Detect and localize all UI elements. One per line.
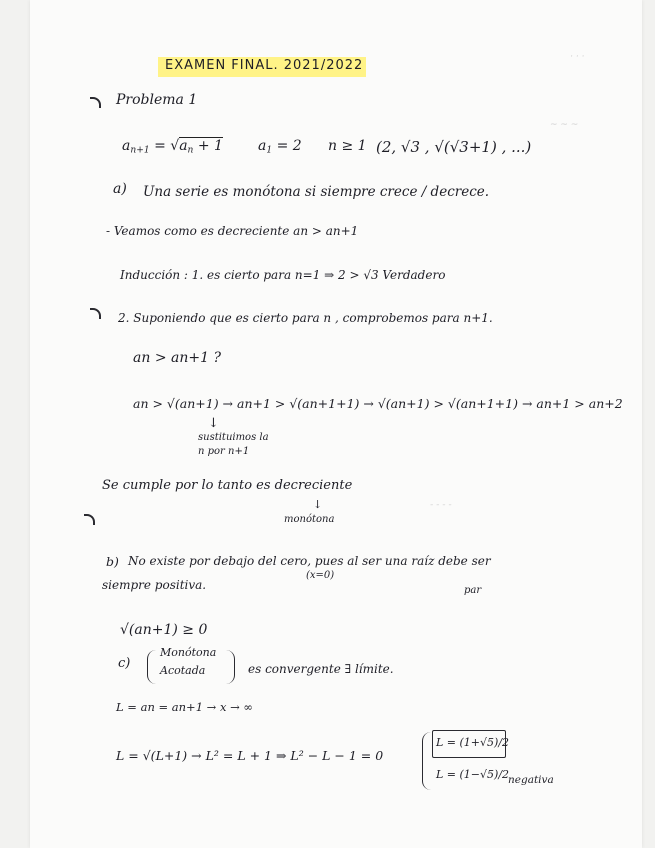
bleed-through: ~ ~ ~ [550,120,579,130]
monotone-note: monótona [284,514,335,525]
induction-base: Inducción : 1. es cierto para n=1 ⇒ 2 > √3 Verdadero [120,268,446,282]
left-brace [147,650,156,684]
induction-question: an > an+1 ? [133,350,221,366]
decreasing-claim: - Veamos como es decreciente an > an+1 [106,224,359,238]
substitution-note: sustituimos la [198,432,269,443]
bounded-explanation: No existe por debajo del cero, pues al ser una raíz debe ser [128,554,491,568]
problem-heading: Problema 1 [116,92,198,108]
part-c-label: c) [118,656,131,671]
negative-note: negativa [508,774,554,786]
limit-definition: L = an = an+1 → x → ∞ [116,700,253,714]
index-condition: n ≥ 1 [328,138,367,154]
bounded-word: Acotada [160,664,206,677]
bullet-icon [84,514,95,525]
bleed-through: - - - - [430,500,452,510]
convergence-claim: es convergente ∃ límite. [248,662,394,676]
initial-term: $a_1 = 2$ [258,138,302,156]
negative-root: L = (1−√5)/2 [436,768,510,781]
x-zero-note: (x=0) [306,570,335,581]
bullet-icon [90,308,101,319]
implication-chain: an > √(an+1) → an+1 > √(an+1+1) → √(an+1) > √(an+1+1) → an+1 > an+2 [133,396,623,411]
par-note: par [464,585,482,596]
decreasing-conclusion: Se cumple por lo tanto es decreciente [102,478,353,493]
sequence-terms: (2, √3 , √(√3+1) , ...) [376,138,532,156]
part-a-label: a) [113,181,127,197]
down-arrow: ↓ [313,498,323,511]
page-title: EXAMEN FINAL. 2021/2022 [165,58,364,73]
part-b-label: b) [106,554,119,569]
bleed-through: · · · [570,52,585,62]
induction-step: 2. Suponiendo que es cierto para n , comprobemos para n+1. [118,311,493,325]
exam-sheet [30,0,642,848]
right-brace [226,650,235,684]
non-negative-ineq: √(an+1) ≥ 0 [120,622,208,638]
bounded-explanation-2: siempre positiva. [102,578,207,592]
substitution-note-2: n por n+1 [198,446,250,457]
monotone-definition: Una serie es monótona si siempre crece / decrece. [143,184,490,200]
limit-equation: L = √(L+1) → L² = L + 1 ⇒ L² − L − 1 = 0 [116,748,384,763]
roots-brace [422,732,431,790]
down-arrow: ↓ [208,416,219,431]
positive-root: L = (1+√5)/2 [436,736,510,749]
monotone-word: Monótona [160,646,217,659]
bullet-icon [90,97,101,108]
recurrence-formula: $a_{n+1} = √a_n + 1$ [122,138,223,156]
